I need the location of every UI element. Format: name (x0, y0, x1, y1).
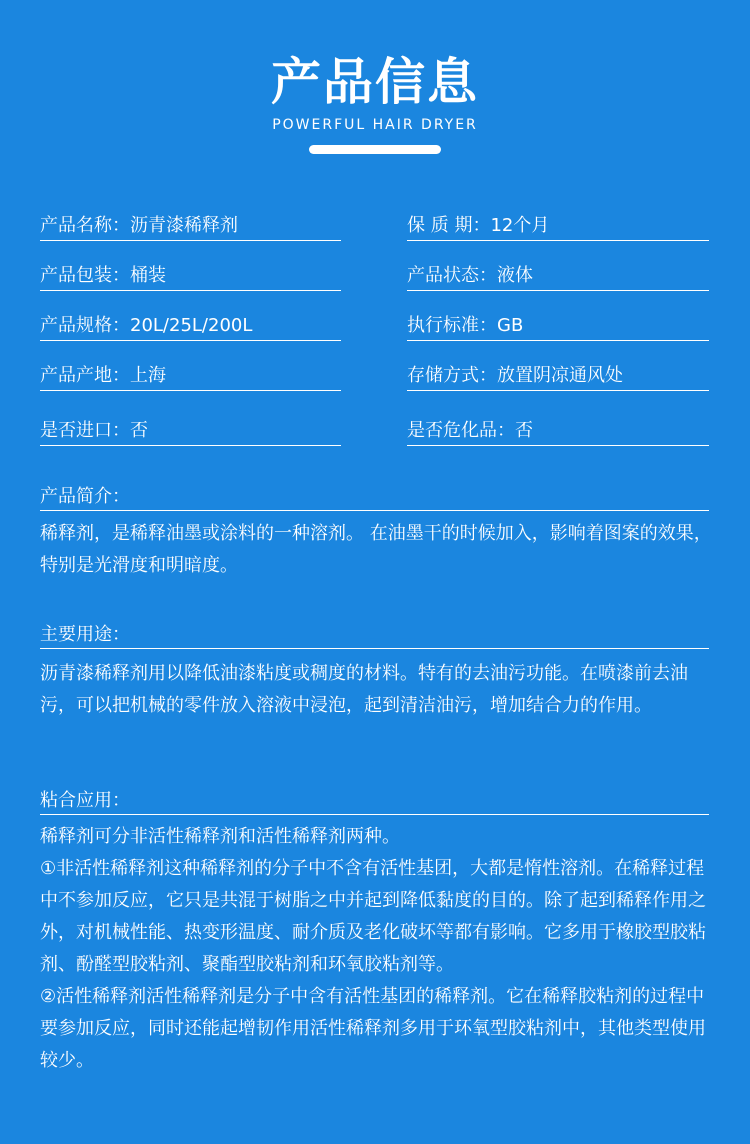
title-underline-bar (309, 145, 441, 154)
spec-shelf-life: 保 质 期：12个月 (407, 212, 709, 241)
application-text (40, 821, 712, 1077)
usage-paragraph: 沥青漆稀释剂用以降低油漆粘度或稠度的材料。特有的去油污功能。在喷漆前去油污，可以把机械的零件放入溶液中浸泡，起到清洁油污，增加结合力的作用。 (40, 663, 688, 716)
spec-standard: 执行标准：GB (407, 312, 709, 341)
usage-heading: 主要用途： (40, 622, 709, 649)
page-subtitle: POWERFUL HAIR DRYER (272, 117, 478, 133)
page-title: 产品信息 (271, 53, 479, 111)
intro-heading: 产品简介： (40, 484, 709, 511)
spec-product-name: 产品名称：沥青漆稀释剂 (40, 212, 341, 241)
usage-text (40, 658, 712, 722)
spec-packaging: 产品包装：桶装 (40, 262, 341, 291)
intro-text (40, 518, 712, 582)
application-paragraph-3: ②活性稀释剂活性稀释剂是分子中含有活性基团的稀释剂。它在稀释胶粘剂的过程中要参加反应，同时还能起增韧作用活性稀释剂多用于环氧型胶粘剂中，其他类型使用较少。 (40, 986, 706, 1071)
application-paragraph-1: 稀释剂可分非活性稀释剂和活性稀释剂两种。 (40, 826, 400, 847)
intro-paragraph: 稀释剂，是稀释油墨或涂料的一种溶剂。 在油墨干的时候加入，影响着图案的效果，特别是光滑度和明暗度。 (40, 523, 712, 576)
spec-state: 产品状态：液体 (407, 262, 709, 291)
spec-hazardous: 是否危化品：否 (407, 417, 709, 446)
spec-size: 产品规格：20L/25L/200L (40, 312, 341, 341)
spec-origin: 产品产地：上海 (40, 362, 341, 391)
spec-imported: 是否进口：否 (40, 417, 341, 446)
spec-storage: 存储方式：放置阴凉通风处 (407, 362, 709, 391)
application-heading: 粘合应用： (40, 788, 709, 815)
application-paragraph-2: ①非活性稀释剂这种稀释剂的分子中不含有活性基团，大都是惰性溶剂。在稀释过程中不参加反应，它只是共混于树脂之中并起到降低黏度的目的。除了起到稀释作用之外，对机械性能、热变形温度、耐介质及老化破坏等都有影响。它多用于橡胶型胶粘剂、酚醛型胶粘剂、聚酯型胶粘剂和环氧胶粘剂等。 (40, 858, 706, 975)
